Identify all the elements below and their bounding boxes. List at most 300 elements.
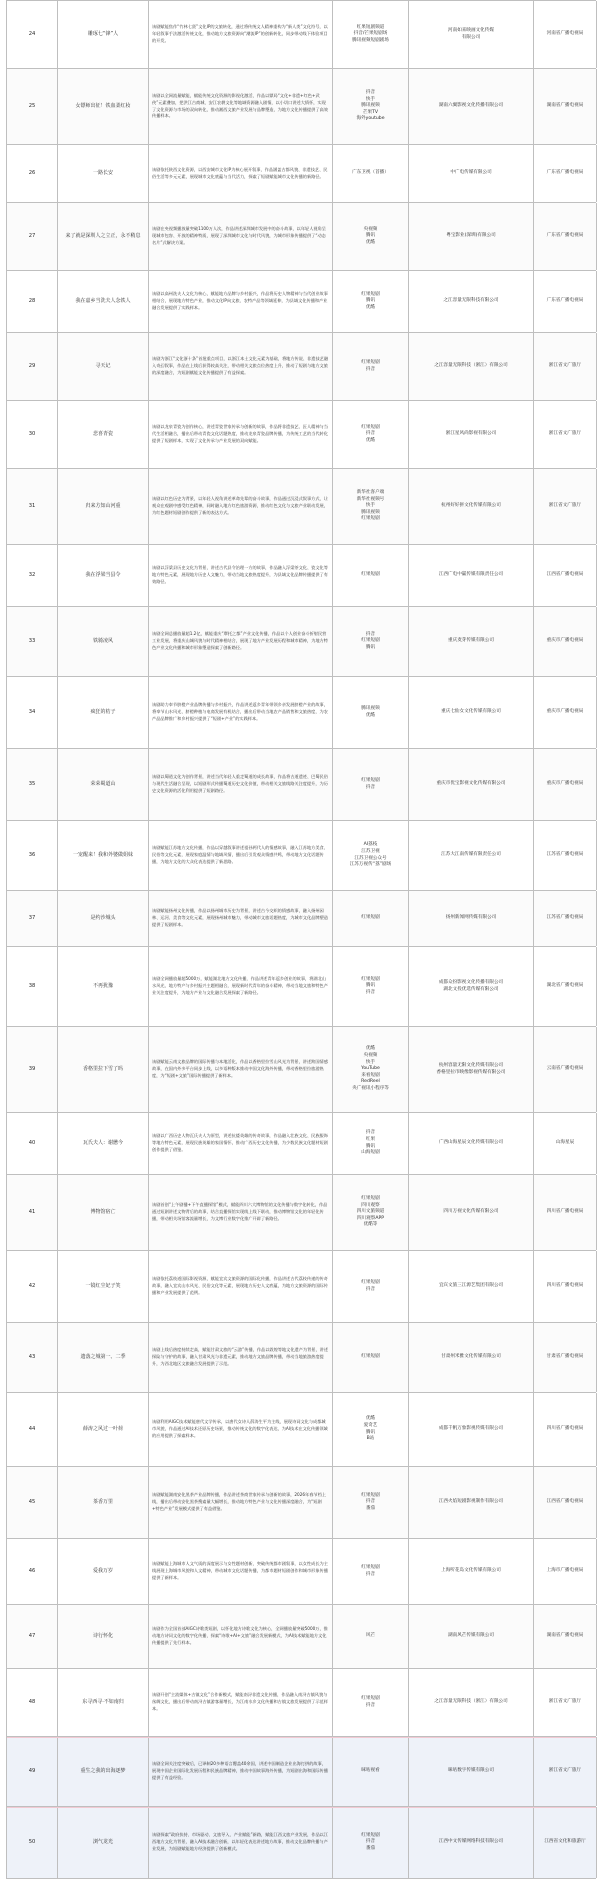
recommending-unit: 四川省广播电视局	[534, 1393, 597, 1466]
broadcast-platforms	[333, 1027, 409, 1112]
description-text: 该剧赋能湖南安化黑茶产业品牌传播，作品讲述茶商世家传承与创新的故事，2026年春节档上线，播出后带动安化黑茶搜索量大幅增长，推动地方特色产业与文化传播深度融合，为“短剧+特色产业”发展模式提供了有益借鉴。	[152, 1492, 326, 1511]
organization-line: 成都众扮影视文化传播有限公司	[438, 979, 504, 985]
platform-item: 腾讯	[365, 1143, 376, 1149]
table-row	[6, 1175, 596, 1251]
platform-item: 山海短剧	[361, 1150, 380, 1156]
drama-title: 一路长安	[58, 145, 149, 202]
broadcast-platforms	[333, 69, 409, 144]
recommending-unit: 广东省广播电视局	[534, 145, 597, 202]
drama-title: 一宠醒来！我和外婆做姐妹	[58, 821, 149, 890]
platform-item: 红果短剧	[361, 359, 380, 365]
organization-line: 之江容量无限科技（浙江）有限公司	[434, 1699, 508, 1705]
table-row	[6, 1323, 596, 1393]
broadcast-platforms	[333, 1175, 409, 1250]
platform-item: 红果短剧	[361, 915, 380, 921]
recommending-unit: 湖南省广播电视局	[534, 69, 597, 144]
platform-item: 红果短剧频道	[356, 24, 385, 30]
row-number: 26	[7, 145, 58, 202]
drama-title: 爱我万岁	[58, 1539, 149, 1604]
table-row	[6, 1605, 596, 1669]
drama-description	[149, 333, 333, 400]
production-organization	[409, 607, 534, 676]
drama-title: 东寻西寻·不如南归	[58, 1669, 149, 1736]
platform-item: 爱奇艺	[363, 1422, 378, 1428]
broadcast-platforms	[333, 1737, 409, 1806]
production-organization	[409, 469, 534, 544]
row-number: 25	[7, 69, 58, 144]
platform-item: 红果短剧	[361, 1195, 380, 1201]
broadcast-platforms	[333, 1807, 409, 1878]
platform-item: 抖音	[365, 1499, 376, 1505]
drama-description	[149, 1467, 333, 1538]
production-organization	[409, 749, 534, 820]
row-number: 40	[7, 1113, 58, 1174]
platform-item: 红果短剧	[361, 1695, 380, 1701]
platform-item: AI荔枝	[363, 842, 378, 848]
row-number: 42	[7, 1251, 58, 1322]
platform-item: 抖音	[365, 431, 376, 437]
row-number: 39	[7, 1027, 58, 1112]
table-row	[6, 1251, 596, 1323]
platform-item: 优酷	[365, 1046, 376, 1052]
table-row	[6, 145, 596, 203]
table-row	[6, 1393, 596, 1467]
drama-title: 瓦氏夫人：谢懋今	[58, 1113, 149, 1174]
production-organization	[409, 677, 534, 748]
recommending-unit: 浙江省文广旅厅	[534, 1737, 597, 1806]
organization-line: 四川万视文化传媒有限公司	[443, 1209, 499, 1215]
row-number: 27	[7, 203, 58, 270]
recommending-unit: 江苏省广播电视局	[534, 891, 597, 946]
platform-item: 快手	[365, 1059, 376, 1065]
platform-item: 抖音	[365, 784, 376, 790]
drama-title: 博物馆宿亡	[58, 1175, 149, 1250]
platform-item: 红果短剧	[361, 976, 380, 982]
organization-line: 江西火焰短剧影视制作有限公司	[438, 1499, 504, 1505]
drama-description	[149, 1393, 333, 1466]
platform-item: 优酷	[365, 1416, 376, 1422]
row-number: 47	[7, 1605, 58, 1668]
table-row	[6, 1467, 596, 1539]
platform-item: 抖音	[365, 89, 376, 95]
row-number: 41	[7, 1175, 58, 1250]
table-row	[6, 1737, 596, 1807]
drama-description	[149, 1175, 333, 1250]
row-number: 30	[7, 401, 58, 468]
platform-item: 快手	[365, 503, 376, 509]
drama-title: 来了就是深圳人之立正，永不稍息	[58, 203, 149, 270]
platform-item: 四川观察APP	[356, 1215, 385, 1221]
platform-item: 优酷等	[363, 1222, 378, 1228]
drama-description	[149, 69, 333, 144]
drama-title: 铁骑凌风	[58, 607, 149, 676]
recommending-unit: 江西省广播电视局	[534, 545, 597, 606]
organization-line: 咪咕数字传媒有限公司	[448, 1768, 494, 1774]
organization-line: 重庆市优宝影视文化传媒有限公司	[436, 781, 506, 787]
platform-item: 抖音	[365, 1702, 376, 1708]
platform-item: 优酷	[365, 712, 376, 718]
description-text: 该剧在央视频播放量突破1100万人次，作品讲述深圳城市发展中的奋斗故事，以年轻人视角呈现城市包容、开放的精神特质，展现了深圳城市文化与时代风貌，为城市形象传播提供了“动态名片”式解决方案。	[152, 226, 326, 245]
platform-item: 快手	[365, 96, 376, 102]
platform-item: 腾讯	[365, 298, 376, 304]
production-organization	[409, 1323, 534, 1392]
description-text: 该剧首创“上午剧播+下午直播探馆”模式，赋能四川六大博物馆的文化传播与数字化转化，作品通过短剧讲述文物背后的故事，结合直播探馆实现线上线下联动，推动博物馆文化的年轻化传播，带动相关场馆客流量增长，为文博行业数字化推广开辟了新路径。	[152, 1202, 328, 1221]
drama-description	[149, 947, 333, 1026]
row-number: 38	[7, 947, 58, 1026]
drama-title: 我在嘉乡当洗夫人念铁人	[58, 271, 149, 332]
platform-item: 来看短剧	[361, 1072, 380, 1078]
recommending-unit: 重庆市广播电视局	[534, 677, 597, 748]
platform-item: 新华社视频号	[356, 496, 385, 502]
platform-item: 江苏卫视	[361, 848, 380, 854]
platform-item: 央视频	[363, 226, 378, 232]
platform-item: 红果短剧	[361, 1564, 380, 1570]
broadcast-platforms	[333, 469, 409, 544]
production-organization	[409, 947, 534, 1026]
production-organization	[409, 1807, 534, 1878]
drama-description	[149, 607, 333, 676]
broadcast-platforms	[333, 891, 409, 946]
broadcast-platforms	[333, 749, 409, 820]
organization-line: 河南如来映画文化传媒	[448, 27, 494, 33]
drama-description	[149, 271, 333, 332]
production-organization	[409, 1175, 534, 1250]
drama-description	[149, 1027, 333, 1112]
organization-line: 杭州容量无限文化传媒有限公司	[438, 1062, 504, 1068]
table	[6, 0, 596, 1879]
description-text: 该剧以高州冼夫人文化为核心，赋能地方品牌与乡村振兴，作品将历史人物精神与当代创业故事相结合，展现地方特色产业，推动文化IP向文旅、农特产品等领域延伸，为县域文化传播和产业融合发展提供了实践样本。	[152, 291, 328, 310]
drama-title: 不再犹豫	[58, 947, 149, 1026]
drama-description	[149, 1113, 333, 1174]
production-organization	[409, 271, 534, 332]
platform-item: 新华社客户端	[356, 489, 385, 495]
platform-item: 广东卫视（首播）	[352, 170, 389, 176]
platform-item: 红果短剧	[361, 1492, 380, 1498]
organization-line: 湖南风芒传媒有限公司	[448, 1633, 494, 1639]
organization-line: 江苏大江南传媒有限责任公司	[441, 852, 501, 858]
platform-item: 红果短剧	[361, 1832, 380, 1838]
table-row	[6, 947, 596, 1027]
drama-title: 茶香万里	[58, 1467, 149, 1538]
recommending-unit: 甘肃省广播电视局	[534, 1323, 597, 1392]
platform-item: 抖音	[365, 1286, 376, 1292]
drama-description	[149, 145, 333, 202]
platform-item: 腾讯视频	[361, 103, 380, 109]
platform-item: 红果短剧	[361, 638, 380, 644]
platform-item: 抖音	[365, 1839, 376, 1845]
platform-item: 腾讯	[365, 644, 376, 650]
broadcast-platforms	[333, 607, 409, 676]
platform-item: 红果短剧	[361, 291, 380, 297]
platform-item: 抖音	[365, 1571, 376, 1577]
drama-description	[149, 1539, 333, 1604]
description-text: 该剧以蜀道文化为创作背景，讲述当代年轻人重走蜀道的成长故事，作品将古道遗迹、巴蜀民俗与现代生活融合呈现，以短剧形式传播蜀道历史文化价值，带动相关文旅线路关注度提升，为历史文化资源的活化利用提供了短剧路径。	[152, 774, 328, 793]
broadcast-platforms	[333, 401, 409, 468]
production-organization	[409, 203, 534, 270]
broadcast-platforms	[333, 1393, 409, 1466]
platform-item: 红果	[365, 1136, 376, 1142]
platform-item: 央视频	[363, 1052, 378, 1058]
drama-title: 荣荣蜀道山	[58, 749, 149, 820]
broadcast-platforms	[333, 333, 409, 400]
description-text: 该剧以广西历史人物瓦氏夫人为原型，讲述抗倭英雄的传奇故事，作品融入壮族文化、民族服饰等地方特色元素，展现民族英雄的家国情怀，推动广西历史文化传播，为少数民族文化题材短剧创作提供了借鉴。	[152, 1133, 328, 1152]
table-row	[6, 1669, 596, 1737]
recommending-unit: 云南省广播电视局	[534, 1027, 597, 1112]
description-text: 该剧利用AIGC技术赋能唐代文学传承，以唐代女诗人薛涛生平为主线，展现诗词文化与成都城市风貌，作品通过AI技术还原历史场景，推动传统文化的数字化表达，为AI技术在文化传播领域的应用提供了探索样本。	[152, 1419, 328, 1438]
organization-line: 重庆七仙女文化传媒有限公司	[441, 709, 501, 715]
row-number: 35	[7, 749, 58, 820]
platform-item: 优酷	[365, 304, 376, 310]
recommending-unit: 重庆市广播电视局	[534, 607, 597, 676]
broadcast-platforms	[333, 203, 409, 270]
row-number: 33	[7, 607, 58, 676]
platform-item: 腾讯视频短剧剧场	[352, 37, 389, 43]
drama-description	[149, 401, 333, 468]
organization-line: 江西广电中赢传媒有限责任公司	[438, 572, 504, 578]
organization-line: 浙江星风尚影视有限公司	[445, 431, 497, 437]
broadcast-platforms	[333, 1605, 409, 1668]
broadcast-platforms	[333, 677, 409, 748]
table-row	[6, 333, 596, 401]
drama-description	[149, 1669, 333, 1736]
row-number: 28	[7, 271, 58, 332]
description-text: 该剧全网播放量超5000万，赋能湖北地方文化传播，作品讲述青年返乡创业的故事，将湖北山水风光、地方特产与乡村振兴主题相融合，展现新时代青年的奋斗精神，带动当地文旅和特色产业关注度提升，为地方产业与文化融合发展探索了新路径。	[152, 976, 328, 995]
organization-line: 香格里拉市映像影视传媒有限公司	[436, 1069, 506, 1075]
description-text: 该剧以红色历史为背景，以年轻人视角讲述革命先辈的奋斗故事，作品通过沉浸式叙事方式，让观众在观剧中感受红色精神，同时融入地方红色旅游资源，推动红色文化与文旅产业联动发展，为红色题材短剧创作提供了新的表达方式。	[152, 496, 328, 515]
row-number: 29	[7, 333, 58, 400]
platform-item: RedReel	[361, 1079, 380, 1085]
drama-title: 疯狂的桔子	[58, 677, 149, 748]
recommending-unit: 四川省广播电视局	[534, 1251, 597, 1322]
production-organization	[409, 1605, 534, 1668]
production-organization	[409, 891, 534, 946]
row-number: 37	[7, 891, 58, 946]
platform-item: 腾讯	[365, 1429, 376, 1435]
broadcast-platforms	[333, 1, 409, 68]
platform-item: 江苏万视传“荔”剧场	[349, 862, 392, 868]
production-organization	[409, 821, 534, 890]
platform-item: 江苏卫视公众号	[354, 855, 387, 861]
description-text: 该剧作为全国首部AIGC诗歌类短剧，以怀化地方诗歌文化为核心，全网播放量突破5000万，推动地方诗词文化的数字化传播，探索“诗歌+AI+文旅”融合发展新模式，为AI技术赋能地方文化传播提供了先行样本。	[152, 1626, 328, 1645]
row-number: 48	[7, 1669, 58, 1736]
description-text: 该剧上线后热度持续走高，赋能甘肃文旅的“云游”传播，作品以敦煌等地文化遗产为背景，讲述探险与守护的故事，融入甘肃风光与非遗元素，推动地方文旅品牌传播，带动当地旅游热度提升，为西北地区文旅融合发展提供了示范。	[152, 1347, 329, 1366]
platform-item: 优酷	[365, 239, 376, 245]
row-number: 34	[7, 677, 58, 748]
platform-item: 红果短剧	[361, 1354, 380, 1360]
row-number: 44	[7, 1393, 58, 1466]
production-organization	[409, 1669, 534, 1736]
recommending-unit: 山海星辰	[534, 1113, 597, 1174]
drama-title: 浏气龙光	[58, 1807, 149, 1878]
production-organization	[409, 401, 534, 468]
broadcast-platforms	[333, 271, 409, 332]
drama-description	[149, 891, 333, 946]
organization-line: 湖北文投优选传媒有限公司	[443, 986, 499, 992]
broadcast-platforms	[333, 1669, 409, 1736]
recommending-unit: 湖北省广播电视局	[534, 947, 597, 1026]
description-text: 该剧探索“政府扶持、市场驱动、文旅导入、产业赋能”新路，赋能江西文旅产业发展，作品以江西地方文化为背景，融入AI技术融合创新，以年轻化表达讲述地方故事，推动文化品牌传播与产业发展，为短剧赋能地方经济提供了创新模式。	[152, 1832, 329, 1851]
row-number: 43	[7, 1323, 58, 1392]
drama-description	[149, 1737, 333, 1806]
platform-item: 腾讯	[365, 233, 376, 239]
drama-description	[149, 545, 333, 606]
platform-item: 番茄	[365, 1845, 376, 1851]
broadcast-platforms	[333, 947, 409, 1026]
organization-line: 宜宾文旅三江源艺集团有限公司	[438, 1283, 504, 1289]
recommending-unit: 重庆市广播电视局	[534, 749, 597, 820]
drama-title: 重生之我的出海逐梦	[58, 1737, 149, 1806]
platform-item: 腾讯	[365, 983, 376, 989]
recommending-unit: 四川省广播电视局	[534, 1175, 597, 1250]
table-row	[6, 469, 596, 545]
drama-title: 雕琢七“锋”人	[58, 1, 149, 68]
platform-item: 四川观察	[361, 1202, 380, 1208]
row-number: 32	[7, 545, 58, 606]
platform-item: 优酷	[365, 437, 376, 443]
table-row	[6, 69, 596, 145]
recommending-unit: 江苏省广播电视局	[534, 821, 597, 890]
description-text: 该剧助力奉节脐橙产业品牌传播与乡村振兴，作品讲述返乡青年带领乡亲发展脐橙产业的故事，将奉节山水风光、脐橙种植与电商发展有机结合，播出后带动当地农产品销售和文旅热度，为农产品品牌推广和乡村振兴提供了“短剧+产业”的实践样本。	[152, 702, 328, 721]
organization-line: 广西山海星辰文化传媒有限公司	[438, 1140, 504, 1146]
drama-title: 诗行怀化	[58, 1605, 149, 1668]
drama-description	[149, 1807, 333, 1878]
drama-description	[149, 469, 333, 544]
description-text: 该剧赋能扬州文化传播，作品以扬州城市历史为背景，讲述古今交织的情感故事，融入扬州园林、运河、美食等文化元素，展现扬州城市魅力，带动城市文旅话题热度，为城市文化品牌塑造提供了短剧样本。	[152, 908, 328, 927]
organization-line: 江西中文传媒网络科技有限公司	[438, 1839, 504, 1845]
platform-item: 红果短剧	[361, 516, 380, 522]
table-row	[6, 203, 596, 271]
drama-title: 是约沙城头	[58, 891, 149, 946]
platform-item: 芒果TV	[362, 109, 379, 115]
platform-item: 抖音	[365, 631, 376, 637]
production-organization	[409, 1539, 534, 1604]
drama-description	[149, 1, 333, 68]
description-text: 该剧全网总播放量超1.2亿，赋能重庆“摩托之都”产业文化传播，作品以个人创业奋斗折射民营工业发展，将重庆山城风貌与时代精神相结合，展现了地方产业发展历程和城市精神，为地方特色产业文化传播和城市形象塑造探索了创新路径。	[152, 631, 328, 650]
organization-line: 上海听花岛文化传媒有限公司	[441, 1568, 501, 1574]
drama-description	[149, 203, 333, 270]
drama-title: 寻天记	[58, 333, 149, 400]
production-organization	[409, 1, 534, 68]
broadcast-platforms	[333, 145, 409, 202]
platform-item: 海外youtube	[356, 116, 385, 122]
table-row	[6, 677, 596, 749]
broadcast-platforms	[333, 821, 409, 890]
row-number: 46	[7, 1539, 58, 1604]
description-text: 该剧以浮梁县历史文化为背景，讲述古代县令治理一方的故事，作品融入浮梁茶文化、瓷文化等地方特色元素，展现地方历史人文魅力，带动当地文旅热度提升，为县域文化品牌传播提供了有效路径。	[152, 565, 328, 584]
platform-item: 抖音	[365, 366, 376, 372]
platform-item: 四川文旅频道	[356, 1209, 385, 1215]
broadcast-platforms	[333, 1323, 409, 1392]
drama-title: 悲喜青瓷	[58, 401, 149, 468]
description-text: 该剧赋能江苏地方文化传播，作品以穿越叙事讲述祖孙两代人的情感故事，融入江苏地方美食、民俗等文化元素，展现家庭温情与地域风情，播出后引发观众情感共鸣，带动地方文化话题传播，为地方文化的大众化表达提供了新思路。	[152, 845, 328, 864]
platform-item: 央广视讯小程序等	[352, 1086, 389, 1092]
row-number: 36	[7, 821, 58, 890]
organization-line: 重庆麦芽传媒有限公司	[448, 638, 494, 644]
table-row	[6, 1027, 596, 1113]
recommending-unit: 江西省文化和旅游厅	[534, 1807, 597, 1878]
organization-line: 成都千帆万象影视传媒有限公司	[438, 1426, 504, 1432]
recommending-unit: 浙江省文广旅厅	[534, 1669, 597, 1736]
description-text: 该剧以全网流量赋能，赋能传统文化资源的影视化激活，作品以镖局“文化+非遗+红色+武侠”元素叠加，把洪江古商城、安江农耕文化等地域资源融入剧情，以小切口讲述大情怀，实现了文化资源与市场的双向转化，推动湘西文旅产业发展与品牌塑造，为地方文化传播提供了高效传播样本。	[152, 92, 328, 119]
row-number: 49	[7, 1737, 58, 1806]
recommending-unit: 广东省广播电视局	[534, 203, 597, 270]
recommending-unit: 湖南省广播电视局	[534, 1605, 597, 1668]
drama-title: 遗落之城第一、二季	[58, 1323, 149, 1392]
production-organization	[409, 1251, 534, 1322]
description-text: 该剧赋能上海城市人文气质的深度展示与女性题材创新，突破传统都市剧叙事，以女性成长为主线展现上海城市风貌和人文精神，带动城市文化话题传播，为都市题材短剧创作和城市形象传播提供了新样本。	[152, 1561, 328, 1580]
organization-line: 之江容量无限科技（浙江）有限公司	[434, 363, 508, 369]
platform-item: 腾讯视频	[361, 509, 380, 515]
organization-line: 扬州新闻网传媒有限公司	[445, 915, 497, 921]
drama-description	[149, 1251, 333, 1322]
table-row	[6, 891, 596, 947]
description-text: 该剧赋能云南文旅品牌的国际传播与本地活化，作品以香格里拉雪山风光为背景，讲述跨国情感故事，在国内外多平台同步上线，以多语种版本推动中国文化海外传播，带动香格里拉旅游热度，为“短剧+文旅”国际传播提供了新样本。	[152, 1059, 328, 1078]
drama-description	[149, 749, 333, 820]
organization-line: 甘肃州米雅文化传媒有限公司	[441, 1354, 501, 1360]
recommending-unit: 上海市广播电视局	[534, 1539, 597, 1604]
platform-item: 咪咕视看	[361, 1768, 380, 1774]
platform-item: 抖音	[365, 1130, 376, 1136]
platform-item: YouTube	[361, 1066, 380, 1072]
row-number: 45	[7, 1467, 58, 1538]
platform-item: B站	[366, 1436, 375, 1442]
platform-item: 红果短剧	[361, 1279, 380, 1285]
organization-line: 有限公司	[461, 34, 481, 40]
row-number: 50	[7, 1807, 58, 1878]
platform-item: 红果短剧	[361, 777, 380, 783]
platform-item: 红果短剧	[361, 572, 380, 578]
drama-title: 香格里拉下雪了吗	[58, 1027, 149, 1112]
production-organization	[409, 145, 534, 202]
table-row	[6, 1113, 596, 1175]
drama-title: 薛涛之风过一叶荷	[58, 1393, 149, 1466]
recommending-unit: 浙江省文广旅厅	[534, 333, 597, 400]
production-organization	[409, 1737, 534, 1806]
broadcast-platforms	[333, 545, 409, 606]
table-row	[6, 401, 596, 469]
platform-item: 腾讯视频	[361, 705, 380, 711]
platform-item: 番茄	[365, 1505, 376, 1511]
description-text: 该剧依托陕西文化资源，以西安城市文化IP为核心展开叙事，作品涵盖古都风貌、非遗技艺、民俗生活等多元元素，展现城市文化底蕴与当代活力，探索了短剧赋能城市文化传播的新路径。	[152, 166, 328, 179]
production-organization	[409, 1467, 534, 1538]
description-text: 该剧依托荔枝道国际影视资源，赋能宜宾文旅资源的国际化传播，作品讲述古代荔枝传递的传奇故事，融入宜宾山水风光、民俗文化等元素，展现地方历史人文底蕴，为地方文旅资源的国际传播和产业发展提供了范例。	[152, 1276, 328, 1295]
organization-line: 杭州好好拼文化传媒有限公司	[441, 503, 501, 509]
broadcast-platforms	[333, 1539, 409, 1604]
table-row	[6, 821, 596, 891]
recommending-unit: 江西省广播电视局	[534, 1467, 597, 1538]
row-number: 24	[7, 1, 58, 68]
organization-line: 湖南六翼影视文化传播有限公司	[438, 103, 504, 109]
drama-description	[149, 677, 333, 748]
platform-item: 抖音	[365, 989, 376, 995]
organization-line: 之江容量无限科技有限公司	[443, 298, 499, 304]
description-text: 该剧全网关注度突破后，已译制20多种语言覆盖40余国，讲述中国制造企业出海打拼的故事，展现中国企业国际化发展历程和民族品牌精神，推动中国故事海外传播，为短剧出海和国际传播提供了有益经验。	[152, 1761, 328, 1780]
drama-description	[149, 1605, 333, 1668]
drama-title: 一镜红尘妃子笑	[58, 1251, 149, 1322]
table-row	[6, 607, 596, 677]
broadcast-platforms	[333, 1467, 409, 1538]
table-row	[6, 1539, 596, 1605]
organization-line: 粤宝影业(深圳)有限公司	[446, 233, 496, 239]
recommending-unit: 浙江省文广旅厅	[534, 401, 597, 468]
table-row	[6, 1, 596, 69]
drama-title: 女镖师出征！铁血柔红妆	[58, 69, 149, 144]
production-organization	[409, 1027, 534, 1112]
recommending-unit: 广东省广播电视局	[534, 271, 597, 332]
drama-title: 我在浮梁当县令	[58, 545, 149, 606]
drama-description	[149, 821, 333, 890]
production-organization	[409, 69, 534, 144]
